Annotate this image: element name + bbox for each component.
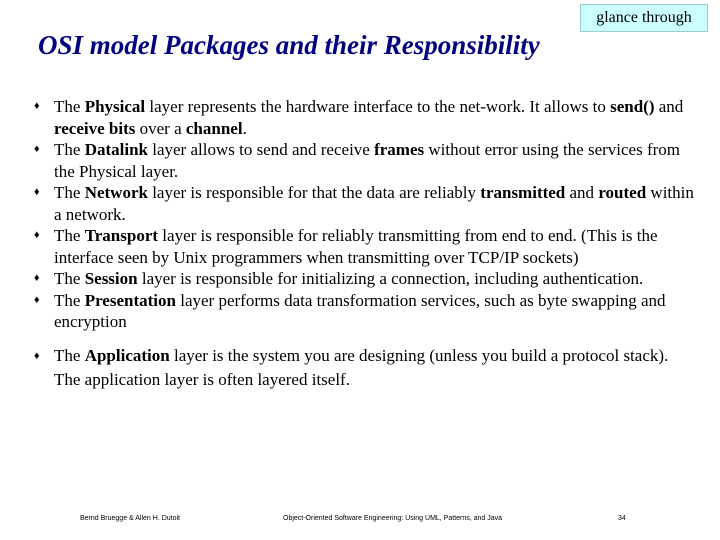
bullet-item bbox=[34, 344, 694, 392]
bullet-text: and bbox=[565, 183, 599, 202]
bullet-text: without error using the services from the Physical layer. bbox=[54, 140, 681, 181]
bold-term: Network bbox=[84, 183, 148, 202]
bullet-text: layer is responsible for initializing a connection, including authentication. bbox=[137, 269, 644, 288]
slide-title: OSI model Packages and their Responsibility bbox=[38, 30, 540, 60]
glance-through-badge: glance through bbox=[580, 4, 708, 32]
bold-term: receive bits bbox=[54, 118, 136, 138]
bullet-text: The bbox=[54, 345, 85, 365]
bullet-text: The bbox=[54, 269, 85, 288]
bullet-item bbox=[34, 139, 694, 182]
bullet-text: layer performs data transformation services, such as byte swapping and encryption bbox=[54, 290, 666, 331]
bullet-text: layer allows to send and receive bbox=[147, 140, 375, 159]
bullet-text: layer is responsible for reliably transmitting from end to end. (This is the interface seen by Unix programmers when transmitting over TCP/IP sockets) bbox=[54, 226, 658, 267]
bullet-item bbox=[34, 182, 694, 225]
footer-book-title: Object-Oriented Software Engineering: Using UML, Patterns, and Java bbox=[283, 515, 503, 522]
bullet-text: over a bbox=[135, 118, 186, 138]
diamond-bullet-icon: ♦ bbox=[34, 272, 40, 284]
bullet-text: The bbox=[54, 290, 85, 310]
bold-term: Transport bbox=[84, 226, 159, 245]
bullet-text: within a network. bbox=[54, 183, 694, 224]
bold-term: transmitted bbox=[480, 183, 566, 202]
bold-term: frames bbox=[374, 140, 425, 159]
bullet-item bbox=[34, 96, 694, 139]
footer-authors: Bernd Bruegge & Allen H. Dutoit bbox=[80, 515, 181, 522]
footer-page-number: 34 bbox=[618, 515, 626, 522]
diamond-bullet-icon: ♦ bbox=[34, 186, 40, 198]
diamond-bullet-icon: ♦ bbox=[34, 349, 40, 362]
bullet-text: layer represents the hardware interface to the net-work. It allows to bbox=[145, 97, 611, 116]
bold-term: Session bbox=[84, 269, 138, 288]
bullet-text: layer is the system you are designing (unless you build a protocol stack). The application layer is often layered itself. bbox=[54, 345, 669, 389]
bullet-item bbox=[34, 225, 694, 268]
diamond-bullet-icon: ♦ bbox=[34, 143, 40, 155]
bold-term: Application bbox=[84, 345, 170, 365]
bullet-text: and bbox=[654, 97, 684, 116]
bullet-text: The bbox=[54, 97, 85, 116]
bullet-item bbox=[34, 268, 694, 290]
bold-term: Physical bbox=[84, 97, 146, 116]
bold-term: channel bbox=[185, 118, 243, 138]
bullet-text: layer is responsible for that the data are reliably bbox=[147, 183, 481, 202]
bold-term: Presentation bbox=[84, 290, 176, 310]
bullet-item bbox=[34, 290, 694, 333]
diamond-bullet-icon: ♦ bbox=[34, 293, 40, 306]
bullet-text: The bbox=[54, 140, 85, 159]
bold-term: send() bbox=[610, 97, 655, 116]
bold-term: Datalink bbox=[84, 140, 148, 159]
diamond-bullet-icon: ♦ bbox=[34, 229, 40, 241]
bullet-text: . bbox=[242, 118, 247, 138]
diamond-bullet-icon: ♦ bbox=[34, 100, 40, 112]
bullet-list bbox=[34, 96, 694, 392]
bullet-text: The bbox=[54, 226, 85, 245]
bullet-text: The bbox=[54, 183, 85, 202]
bold-term: routed bbox=[598, 183, 647, 202]
